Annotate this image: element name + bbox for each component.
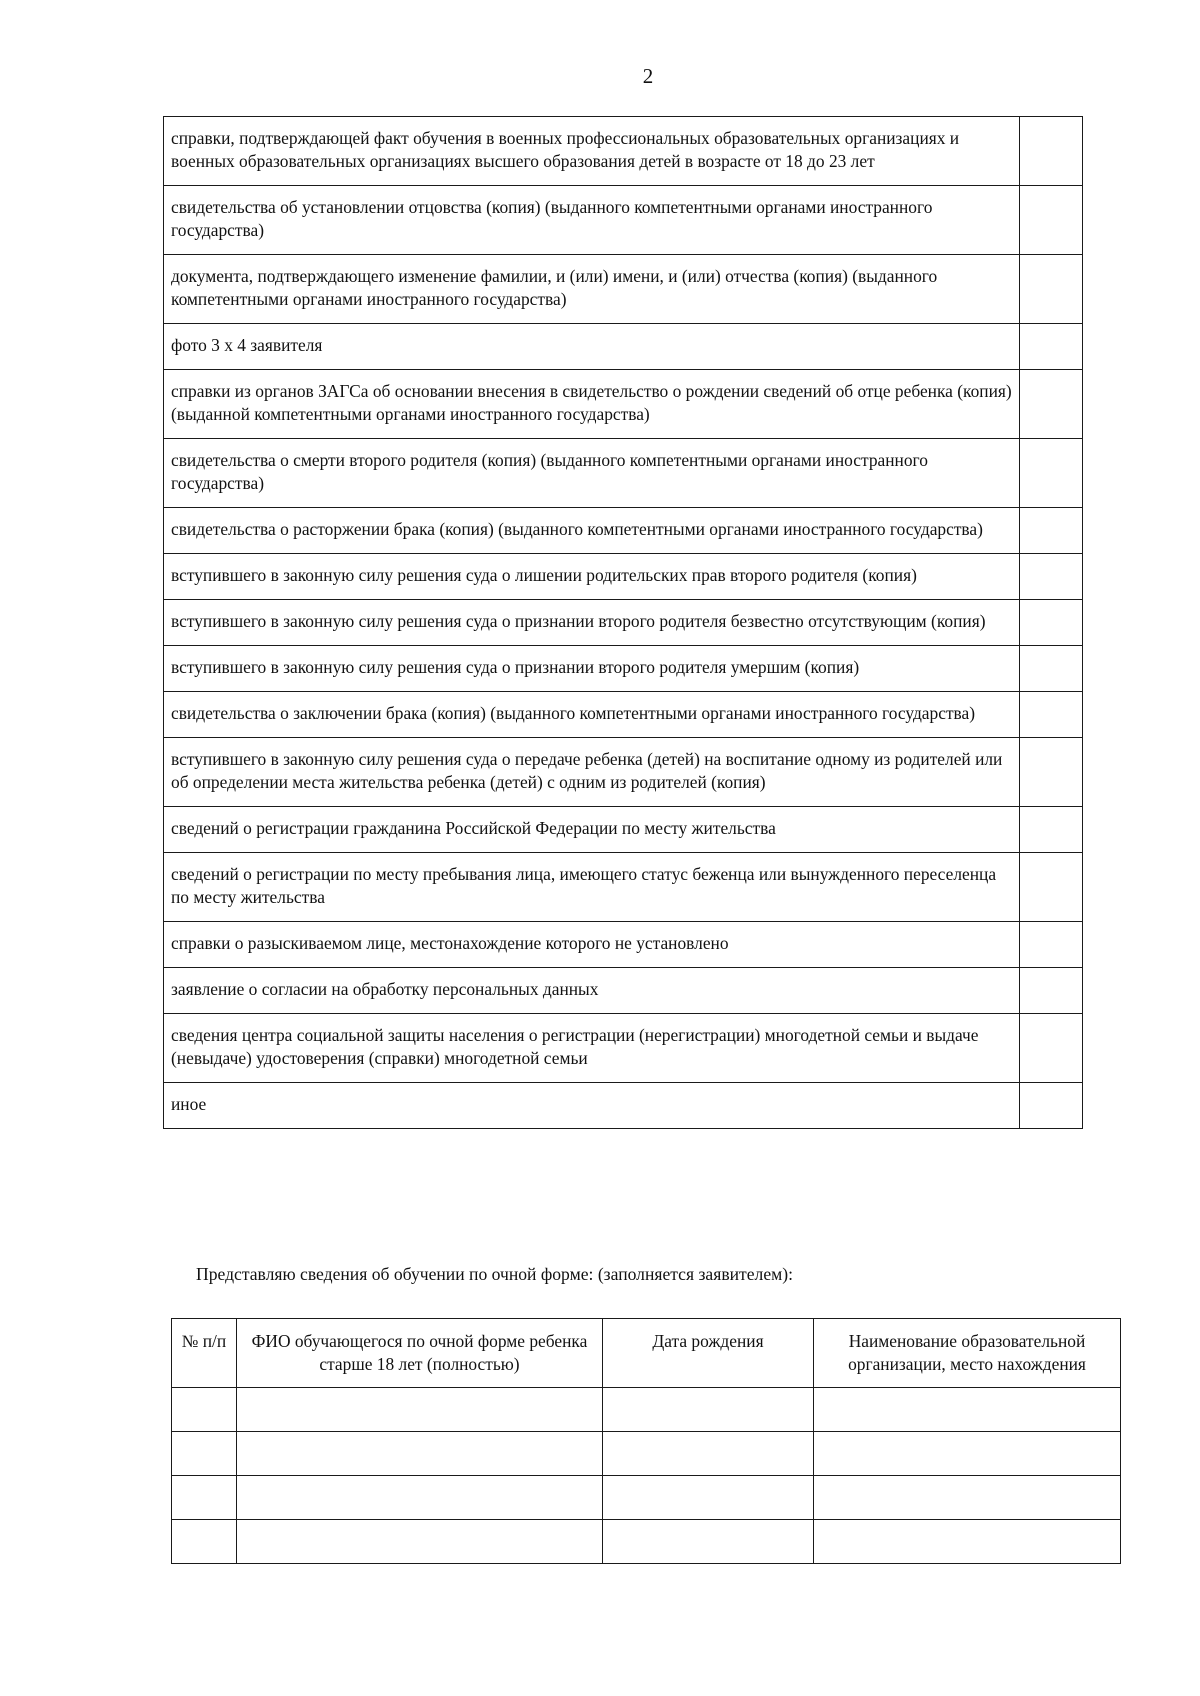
cell-num[interactable] — [172, 1432, 237, 1476]
document-checkbox-cell[interactable] — [1020, 646, 1083, 692]
header-name: ФИО обучающегося по очной форме ребенка старше 18 лет (полностью) — [237, 1319, 603, 1388]
table-row — [164, 370, 1083, 439]
document-label: иное — [164, 1083, 1020, 1129]
document-checkbox-cell[interactable] — [1020, 738, 1083, 807]
cell-org[interactable] — [814, 1476, 1121, 1520]
cell-name[interactable] — [237, 1388, 603, 1432]
cell-org[interactable] — [814, 1520, 1121, 1564]
study-section-intro: Представляю сведения об обучении по очной форме: (заполняется заявителем): — [196, 1264, 794, 1284]
document-checkbox-cell[interactable] — [1020, 554, 1083, 600]
document-checkbox-cell[interactable] — [1020, 853, 1083, 922]
table-row — [164, 807, 1083, 853]
document-label: сведений о регистрации по месту пребывания лица, имеющего статус беженца или вынужденного переселенца по месту жительства — [164, 853, 1020, 922]
document-label: свидетельства о расторжении брака (копия) (выданного компетентными органами иностранного государства) — [164, 508, 1020, 554]
documents-table — [163, 116, 1083, 1129]
table-row — [164, 255, 1083, 324]
document-checkbox-cell[interactable] — [1020, 255, 1083, 324]
document-label: документа, подтверждающего изменение фамилии, и (или) имени, и (или) отчества (копия) (выданного компетентными органами иностранного государства) — [164, 255, 1020, 324]
document-label: вступившего в законную силу решения суда о лишении родительских прав второго родителя (копия) — [164, 554, 1020, 600]
document-checkbox-cell[interactable] — [1020, 1014, 1083, 1083]
cell-date[interactable] — [603, 1388, 814, 1432]
document-label: справки, подтверждающей факт обучения в военных профессиональных образовательных организациях и военных образовательных организациях высшего образования детей в возрасте от 18 до 23 лет — [164, 117, 1020, 186]
document-checkbox-cell[interactable] — [1020, 186, 1083, 255]
document-label: сведения центра социальной защиты населения о регистрации (нерегистрации) многодетной семьи и выдаче (невыдаче) удостоверения (справки) многодетной семьи — [164, 1014, 1020, 1083]
page-number: 2 — [642, 64, 654, 88]
document-checkbox-cell[interactable] — [1020, 370, 1083, 439]
table-row — [164, 738, 1083, 807]
document-label: свидетельства об установлении отцовства (копия) (выданного компетентными органами иностранного государства) — [164, 186, 1020, 255]
document-label: сведений о регистрации гражданина Российской Федерации по месту жительства — [164, 807, 1020, 853]
table-row — [164, 853, 1083, 922]
table-row — [164, 646, 1083, 692]
study-table — [171, 1318, 1121, 1564]
table-row — [164, 186, 1083, 255]
document-label: вступившего в законную силу решения суда о признании второго родителя умершим (копия) — [164, 646, 1020, 692]
document-label: фото 3 х 4 заявителя — [164, 324, 1020, 370]
header-num: № п/п — [172, 1319, 237, 1388]
document-label: вступившего в законную силу решения суда о признании второго родителя безвестно отсутствующим (копия) — [164, 600, 1020, 646]
table-row — [172, 1432, 1121, 1476]
document-checkbox-cell[interactable] — [1020, 968, 1083, 1014]
document-checkbox-cell[interactable] — [1020, 600, 1083, 646]
study-table-header-row — [172, 1319, 1121, 1388]
document-label: справки из органов ЗАГСа об основании внесения в свидетельство о рождении сведений об отце ребенка (копия) (выданной компетентными органами иностранного государства) — [164, 370, 1020, 439]
table-row — [172, 1476, 1121, 1520]
document-checkbox-cell[interactable] — [1020, 324, 1083, 370]
document-checkbox-cell[interactable] — [1020, 922, 1083, 968]
cell-org[interactable] — [814, 1432, 1121, 1476]
table-row — [172, 1388, 1121, 1432]
header-org: Наименование образовательной организации, место нахождения — [814, 1319, 1121, 1388]
table-row — [164, 439, 1083, 508]
table-row — [164, 324, 1083, 370]
table-row — [164, 1014, 1083, 1083]
table-row — [164, 968, 1083, 1014]
document-checkbox-cell[interactable] — [1020, 1083, 1083, 1129]
document-checkbox-cell[interactable] — [1020, 439, 1083, 508]
table-row — [164, 922, 1083, 968]
document-checkbox-cell[interactable] — [1020, 807, 1083, 853]
header-date: Дата рождения — [603, 1319, 814, 1388]
document-label: справки о разыскиваемом лице, местонахождение которого не установлено — [164, 922, 1020, 968]
table-row — [164, 508, 1083, 554]
document-checkbox-cell[interactable] — [1020, 117, 1083, 186]
document-checkbox-cell[interactable] — [1020, 508, 1083, 554]
table-row — [172, 1520, 1121, 1564]
document-label: свидетельства о смерти второго родителя (копия) (выданного компетентными органами иностранного государства) — [164, 439, 1020, 508]
document-label: свидетельства о заключении брака (копия) (выданного компетентными органами иностранного государства) — [164, 692, 1020, 738]
cell-num[interactable] — [172, 1476, 237, 1520]
cell-num[interactable] — [172, 1388, 237, 1432]
table-row — [164, 1083, 1083, 1129]
cell-name[interactable] — [237, 1476, 603, 1520]
table-row — [164, 692, 1083, 738]
document-label: заявление о согласии на обработку персональных данных — [164, 968, 1020, 1014]
cell-num[interactable] — [172, 1520, 237, 1564]
table-row — [164, 600, 1083, 646]
cell-name[interactable] — [237, 1432, 603, 1476]
document-label: вступившего в законную силу решения суда о передаче ребенка (детей) на воспитание одному из родителей или об определении места жительства ребенка (детей) с одним из родителей (копия) — [164, 738, 1020, 807]
document-checkbox-cell[interactable] — [1020, 692, 1083, 738]
cell-date[interactable] — [603, 1520, 814, 1564]
table-row — [164, 554, 1083, 600]
cell-date[interactable] — [603, 1432, 814, 1476]
cell-date[interactable] — [603, 1476, 814, 1520]
cell-name[interactable] — [237, 1520, 603, 1564]
cell-org[interactable] — [814, 1388, 1121, 1432]
table-row — [164, 117, 1083, 186]
